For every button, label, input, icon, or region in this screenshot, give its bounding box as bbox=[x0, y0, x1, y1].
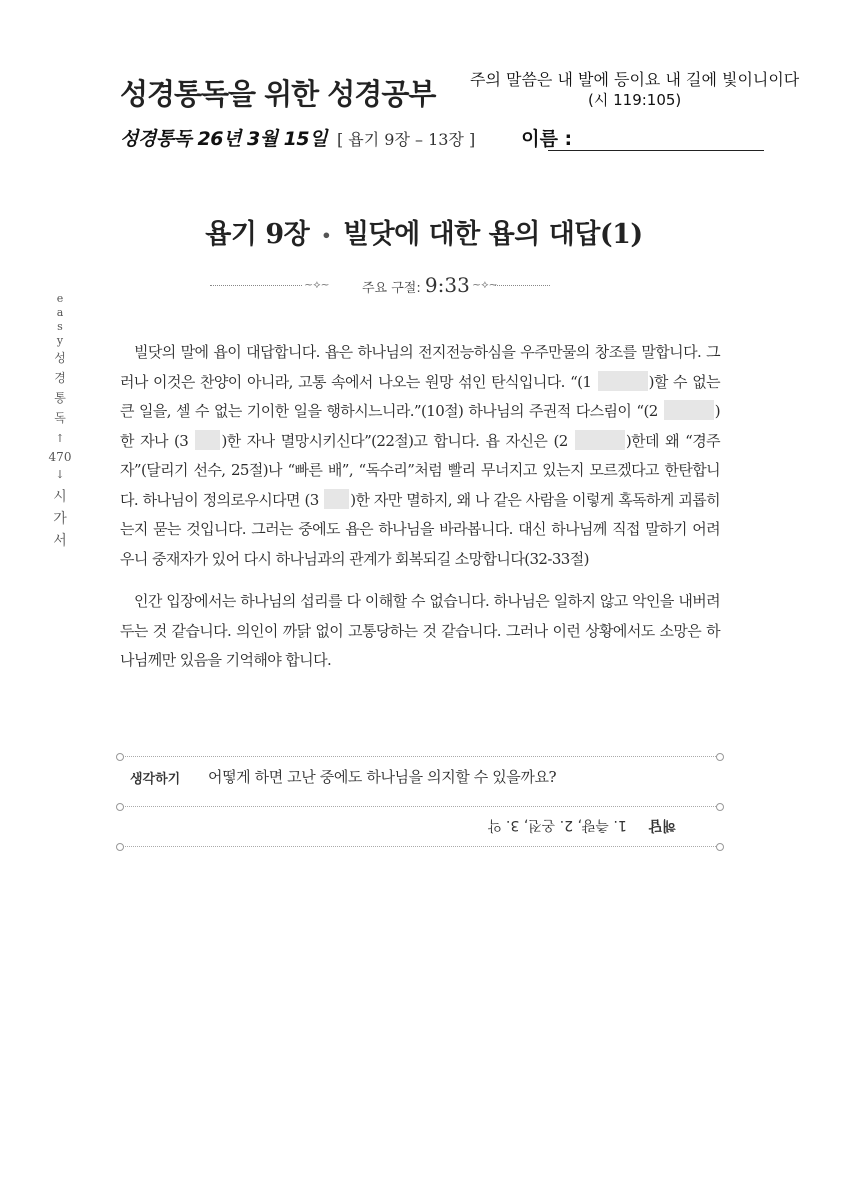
chapter-number: 욥기 9장 bbox=[205, 219, 310, 250]
series-letter: s bbox=[57, 320, 63, 333]
separator-dot: • bbox=[321, 226, 331, 245]
page-number: 470 bbox=[48, 450, 72, 464]
side-margin bbox=[50, 292, 70, 552]
name-field-line[interactable] bbox=[548, 150, 764, 151]
answer-key bbox=[120, 812, 720, 846]
book-char: 가 bbox=[53, 511, 67, 527]
name-label: 이름 : bbox=[521, 128, 573, 150]
arrow-up-icon: ↑ bbox=[55, 432, 65, 445]
verse-text: 주의 말씀은 내 발에 등이요 내 길에 빛이니이다 bbox=[470, 70, 800, 89]
fill-in-blank[interactable] bbox=[575, 430, 625, 450]
key-verse-label: 주요 구절: bbox=[362, 281, 421, 296]
worksheet-title: 성경통독을 위한 성경공부 bbox=[120, 77, 436, 111]
reflection-label: 생각하기 bbox=[130, 772, 181, 787]
text-run: )한 자나 (3 bbox=[120, 402, 720, 450]
arrow-down-icon: ↓ bbox=[55, 468, 65, 481]
dotted-rule bbox=[120, 806, 720, 807]
text-run: )한데 왜 “경주자”(달리기 선수, 25절)나 “빠른 배”, “독수리”처럼 빨리 무너지고 있는지 모르겠다고 한탄합니다. 하나님이 정의로우시다면 (3 bbox=[120, 431, 721, 509]
commentary-body bbox=[120, 338, 720, 676]
flourish-left-icon: ~⟡~ bbox=[304, 278, 330, 291]
key-verse-text bbox=[362, 273, 470, 297]
fill-in-blank[interactable] bbox=[598, 371, 648, 391]
fill-in-blank[interactable] bbox=[664, 400, 714, 420]
dotted-rule-left bbox=[210, 285, 302, 286]
series-char: 성 bbox=[54, 351, 66, 365]
fill-in-blank[interactable] bbox=[324, 489, 349, 509]
reflection-box bbox=[120, 756, 720, 808]
reading-info-row bbox=[120, 124, 770, 154]
series-letter: e bbox=[56, 292, 64, 305]
paragraph-1 bbox=[120, 338, 720, 574]
dotted-rule-right bbox=[495, 285, 550, 286]
answer-label: 해답 bbox=[648, 817, 676, 833]
key-verse-ref: 9:33 bbox=[424, 273, 470, 297]
fill-in-blank[interactable] bbox=[195, 430, 220, 450]
verse-reference: (시 119:105) bbox=[588, 91, 682, 109]
chapter-subject: 빌닷에 대한 욥의 대답(1) bbox=[342, 219, 643, 250]
dotted-rule bbox=[120, 756, 720, 757]
series-char: 독 bbox=[54, 411, 66, 425]
series-letter: a bbox=[56, 306, 64, 319]
answer-text: 1. 측량, 2. 온전, 3. 악 bbox=[488, 817, 627, 833]
book-char: 시 bbox=[53, 489, 67, 505]
reflection-question: 어떻게 하면 고난 중에도 하나님을 의지할 수 있을까요? bbox=[208, 768, 557, 786]
reading-date: 성경통독 26년 3월 15일 bbox=[120, 128, 327, 150]
series-char: 경 bbox=[54, 371, 66, 385]
key-verse-banner bbox=[210, 272, 540, 298]
series-letter: y bbox=[56, 334, 64, 347]
series-char: 통 bbox=[54, 391, 66, 405]
reading-range: [ 욥기 9장 – 13장 ] bbox=[336, 130, 476, 149]
handwritten-verse bbox=[470, 70, 830, 110]
chapter-heading bbox=[0, 212, 848, 251]
text-run: )한 자나 멸망시키신다”(22절)고 합니다. 욥 자신은 (2 bbox=[221, 431, 574, 450]
paragraph-2: 인간 입장에서는 하나님의 섭리를 다 이해할 수 없습니다. 하나님은 일하지 않고 악인을 내버려두는 것 같습니다. 의인이 까닭 없이 고통당하는 것 같습니다. 그러나 이런 상황에서도 소망은 하나님께만 있음을 기억해야 합니다. bbox=[120, 592, 720, 669]
text-run: 빌닷의 말에 욥이 대답합니다. 욥은 하나님의 전지전능하심을 우주만물의 창조를 말합니다. 그러나 이것은 찬양이 아니라, 고통 속에서 나오는 원망 섞인 탄식입니다. “(1 bbox=[120, 343, 720, 391]
book-char: 서 bbox=[53, 533, 67, 549]
text-run: )할 수 없는 큰 일을, 셀 수 없는 기이한 일을 행하시느니라.”(10절) 하나님의 주권적 다스림이 “(2 bbox=[120, 372, 720, 420]
text-run: )한 자만 멸하지, 왜 나 같은 사람을 이렇게 혹독하게 괴롭히는지 묻는 것입니다. 그러는 중에도 욥은 하나님을 바라봅니다. 대신 하나님께 직접 말하기 어려우니 중재자가 있어 다시 하나님과의 관계가 회복되길 소망합니다(32-33절) bbox=[120, 490, 720, 568]
dotted-rule bbox=[120, 846, 720, 847]
upside-down-answer bbox=[488, 816, 676, 836]
flourish-right-icon: ~⟡~ bbox=[472, 278, 498, 291]
